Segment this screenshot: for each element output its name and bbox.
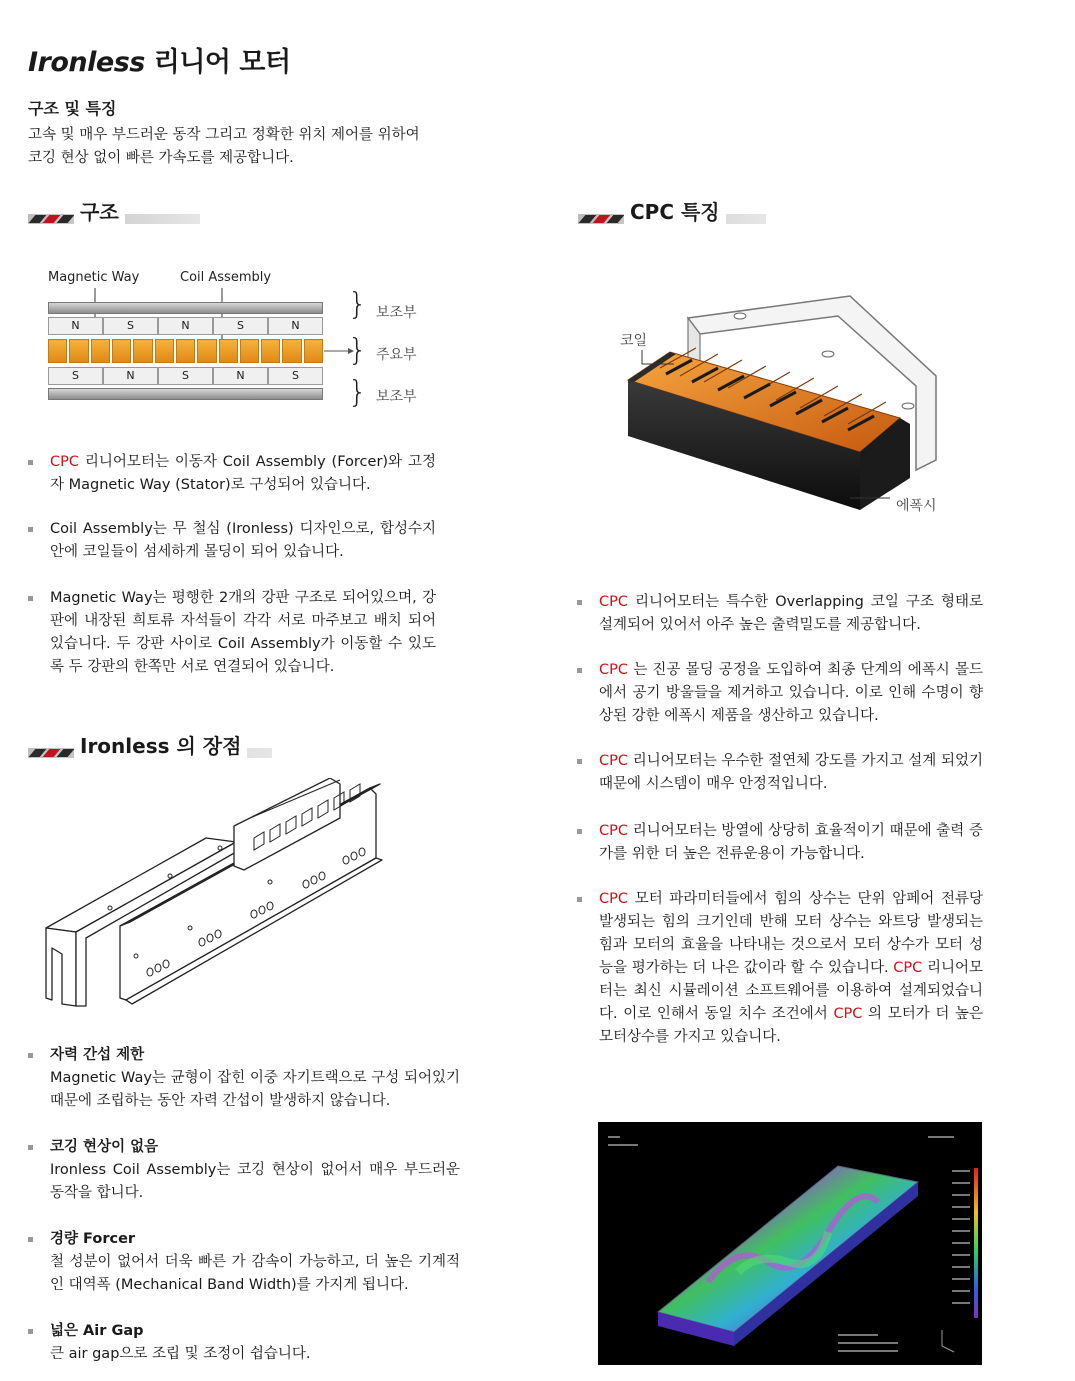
- advantage-text: Ironless Coil Assembly는 코깅 현상이 없어서 매우 부드러운 동작을 합니다.: [50, 1162, 460, 1201]
- list-item: CPC 리니어모터는 우수한 절연체 강도를 가지고 설계 되었기 때문에 시스템이 매우 안정적입니다.: [577, 750, 983, 796]
- advantage-title: 자력 간섭 제한: [50, 1047, 145, 1063]
- magnet-pole: N: [48, 317, 103, 335]
- magnet-pole: N: [158, 317, 213, 335]
- list-item: CPC 리니어모터는 이동자 Coil Assembly (Forcer)와 고정자 Magnetic Way (Stator)로 구성되어 있습니다.: [28, 451, 436, 497]
- section-title-cpc: CPC 특징: [624, 200, 726, 224]
- brace-icon: }: [348, 287, 368, 322]
- advantage-title: 경량 Forcer: [50, 1231, 136, 1247]
- rail-image: [40, 778, 400, 1018]
- section-title-advantages: Ironless 의 장점: [74, 734, 247, 758]
- advantage-text: 철 성분이 없어서 더욱 빠른 가 감속이 가능하고, 더 높은 기계적인 대역폭 (Mechanical Band Width)를 가지게 됩니다.: [50, 1254, 460, 1293]
- label-epoxy: 에폭시: [896, 498, 937, 514]
- advantage-title: 코깅 현상이 없음: [50, 1139, 159, 1155]
- magnet-pole: N: [103, 367, 158, 385]
- label-auxiliary-bottom: 보조부: [376, 389, 417, 405]
- magnet-pole: N: [268, 317, 323, 335]
- brace-icon: }: [348, 333, 368, 368]
- section-header-cpc: [578, 200, 768, 230]
- advantage-text: 큰 air gap으로 조립 및 조정이 쉽습니다.: [50, 1346, 311, 1362]
- list-item: CPC 리니어모터는 특수한 Overlapping 코일 구조 형태로 설계되어 있어서 아주 높은 출력밀도를 제공합니다.: [577, 591, 983, 637]
- advantage-title: 넓은 Air Gap: [50, 1323, 144, 1339]
- subheading: 구조 및 특징: [28, 99, 117, 118]
- list-item: [28, 1320, 460, 1366]
- brace-icon: }: [348, 375, 368, 410]
- intro-line-2: 코깅 현상 없이 빠른 가속도를 제공합니다.: [28, 150, 294, 166]
- magnet-pole: S: [158, 367, 213, 385]
- magnet-pole: S: [103, 317, 158, 335]
- section-header-structure: [28, 200, 203, 230]
- label-coil: 코일: [620, 333, 648, 349]
- bottom-steel-plate: [48, 388, 323, 400]
- list-item: CPC 리니어모터는 방열에 상당히 효율적이기 때문에 출력 증가를 위한 더 높은 전류운용이 가능합니다.: [577, 820, 983, 866]
- label-magnetic-way: Magnetic Way: [48, 270, 140, 285]
- advantage-text: Magnetic Way는 균형이 잡힌 이중 자기트랙으로 구성 되어있기 때문에 조립하는 동안 자력 간섭이 발생하지 않습니다.: [50, 1070, 460, 1109]
- top-steel-plate: [48, 302, 323, 314]
- list-item: CPC 모터 파라미터들에서 힘의 상수는 단위 암페어 전류당 발생되는 힘의 크기인데 반해 모터 상수는 와트당 발생되는 힘과 모터의 효율을 나타내는 것으로서 모터 상수가 모터 성능을 평가하는 더 나은 값이라 할 수 있습니다. CPC 리니어모터는 최신 시뮬레이션 소프트웨어를 이용하여 설계되었습니다. 이로 인해서 동일 치수 조건에서 CPC 의 모터가 더 높은 모터상수를 가지고 있습니다.: [577, 888, 983, 1049]
- list-item: [28, 1228, 460, 1297]
- title-en: Ironless: [28, 47, 145, 78]
- label-coil-assembly: Coil Assembly: [180, 270, 272, 285]
- magnet-pole: S: [48, 367, 103, 385]
- bottom-magnet-row: [48, 367, 323, 385]
- magnet-pole: S: [213, 317, 268, 335]
- title-ko: 리니어 모터: [144, 47, 291, 78]
- coil-row: [48, 339, 323, 363]
- structure-diagram: [40, 262, 460, 422]
- list-item: Coil Assembly는 무 철심 (Ironless) 디자인으로, 합성수지 안에 코일들이 섬세하게 몰딩이 되어 있습니다.: [28, 518, 436, 564]
- cpc-coil-illustration: [600, 290, 980, 530]
- magnet-pole: S: [268, 367, 323, 385]
- intro-line-1: 고속 및 매우 부드러운 동작 그리고 정확한 위치 제어를 위하여: [28, 127, 420, 143]
- list-item: [28, 1044, 460, 1113]
- top-magnet-row: [48, 317, 323, 335]
- flux-simulation-render: [598, 1122, 982, 1365]
- magnet-pole: N: [213, 367, 268, 385]
- list-item: [28, 1136, 460, 1205]
- list-item: CPC 는 진공 몰딩 공정을 도입하여 최종 단계의 에폭시 몰드에서 공기 방울들을 제거하고 있습니다. 이로 인해 수명이 향상된 강한 에폭시 제품을 생산하고 있습니다.: [577, 659, 983, 728]
- section-header-advantages: [28, 734, 274, 764]
- section-title-structure: 구조: [74, 200, 125, 224]
- list-item: Magnetic Way는 평행한 2개의 강판 구조로 되어있으며, 강판에 내장된 희토류 자석들이 각각 서로 마주보고 배치 되어 있습니다. 두 강판 사이로 Coil Assembly가 이동할 수 있도록 두 강판의 한쪽만 서로 연결되어 있습니다.: [28, 587, 436, 679]
- page-title: [28, 40, 291, 79]
- coil-epoxy-image: [600, 290, 980, 530]
- magnetic-flux-simulation-image: [598, 1122, 982, 1365]
- magnetic-way-drawing: [40, 778, 400, 1018]
- intro-text: [28, 124, 420, 170]
- label-main: 주요부: [376, 347, 417, 363]
- label-auxiliary-top: 보조부: [376, 305, 417, 321]
